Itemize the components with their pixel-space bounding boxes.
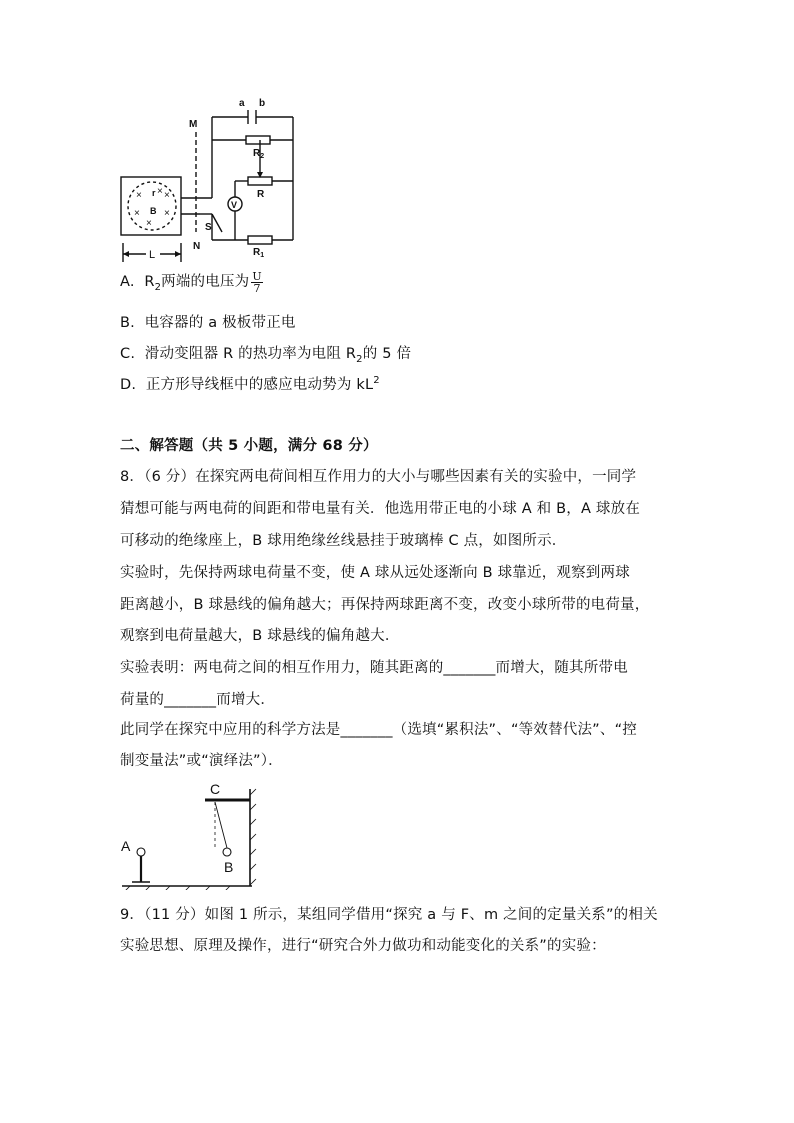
switch-S (212, 214, 222, 232)
q8-line-9: 此同学在探究中应用的科学方法是_______（选填“累积法”、“等效替代法”、“控 (120, 722, 638, 738)
q8-line-10: 制变量法”或“演绎法”）． (120, 753, 283, 769)
label-M: M (189, 119, 198, 130)
label-C: C (210, 781, 221, 797)
ball-A (137, 848, 145, 856)
silk-thread (215, 802, 227, 848)
svg-text:×: × (136, 190, 142, 201)
label-A: A (121, 838, 131, 854)
q8-line-5: 距离越小，B 球悬线的偏角越大；再保持两球距离不变，改变小球所带的电荷量， (120, 597, 650, 613)
label-S: S (205, 222, 212, 233)
coulomb-experiment-figure (115, 775, 265, 890)
q8-line-4: 实验时，先保持两球电荷量不变，使 A 球从远处逐渐向 B 球靠近，观察到两球 (120, 565, 630, 581)
rheostat-R (248, 177, 272, 185)
fraction-U-over-7: $\frac{U}{7}$ (252, 269, 262, 295)
section-title: 二、解答题（共 5 小题，满分 68 分） (120, 438, 378, 454)
svg-text:×: × (164, 208, 170, 219)
option-B: B. 电容器的 a 极板带正电 (120, 315, 296, 331)
label-b: b (259, 98, 266, 109)
q9-line-2: 实验思想、原理及操作，进行“研究合外力做功和动能变化的关系”的实验： (120, 938, 606, 954)
option-C: C. 滑动变阻器 R 的热功率为电阻 $R_2$的 5 倍 (120, 346, 412, 365)
q8-line-8: 荷量的_______而增大． (120, 692, 276, 708)
label-r: r (152, 188, 156, 198)
q8-line-1: 8．（6 分）在探究两电荷间相互作用力的大小与哪些因素有关的实验中，一同学 (120, 469, 637, 485)
resistor-R2 (246, 136, 270, 144)
option-D: D. 正方形导线框中的感应电动势为 $kL^2$ (120, 375, 380, 393)
resistor-R1 (248, 236, 272, 244)
svg-text:×: × (157, 186, 163, 197)
svg-text:×: × (146, 218, 152, 229)
q8-line-6: 观察到电荷量越大，B 球悬线的偏角越大． (120, 628, 400, 644)
ball-B (223, 848, 231, 856)
q9-line-1: 9．（11 分）如图 1 所示，某组同学借用“探究 a 与 F、m 之间的定量关系”的相关 (120, 907, 658, 923)
circuit-diagram (115, 95, 305, 265)
label-L: L (149, 249, 156, 261)
label-B: B (224, 859, 234, 875)
q8-line-2: 猜想可能与两电荷的间距和带电量有关．他选用带正电的小球 A 和 B，A 球放在 (120, 501, 641, 517)
label-R: R (257, 189, 265, 200)
label-V: V (231, 200, 238, 210)
label-R2: $R_2$ (253, 148, 265, 160)
label-B: B (150, 206, 157, 216)
label-a: a (239, 98, 245, 109)
option-A: A. $R_2$两端的电压为 $\frac{U}{7}$ (120, 269, 262, 295)
label-R1: $R_1$ (253, 247, 265, 259)
q8-line-3: 可移动的绝缘座上，B 球用绝缘丝线悬挂于玻璃棒 C 点，如图所示． (120, 533, 567, 549)
svg-text:×: × (164, 190, 170, 201)
label-N: N (193, 241, 201, 252)
q8-line-7: 实验表明：两电荷之间的相互作用力，随其距离的_______而增大，随其所带电 (120, 660, 628, 676)
svg-text:×: × (134, 208, 140, 219)
